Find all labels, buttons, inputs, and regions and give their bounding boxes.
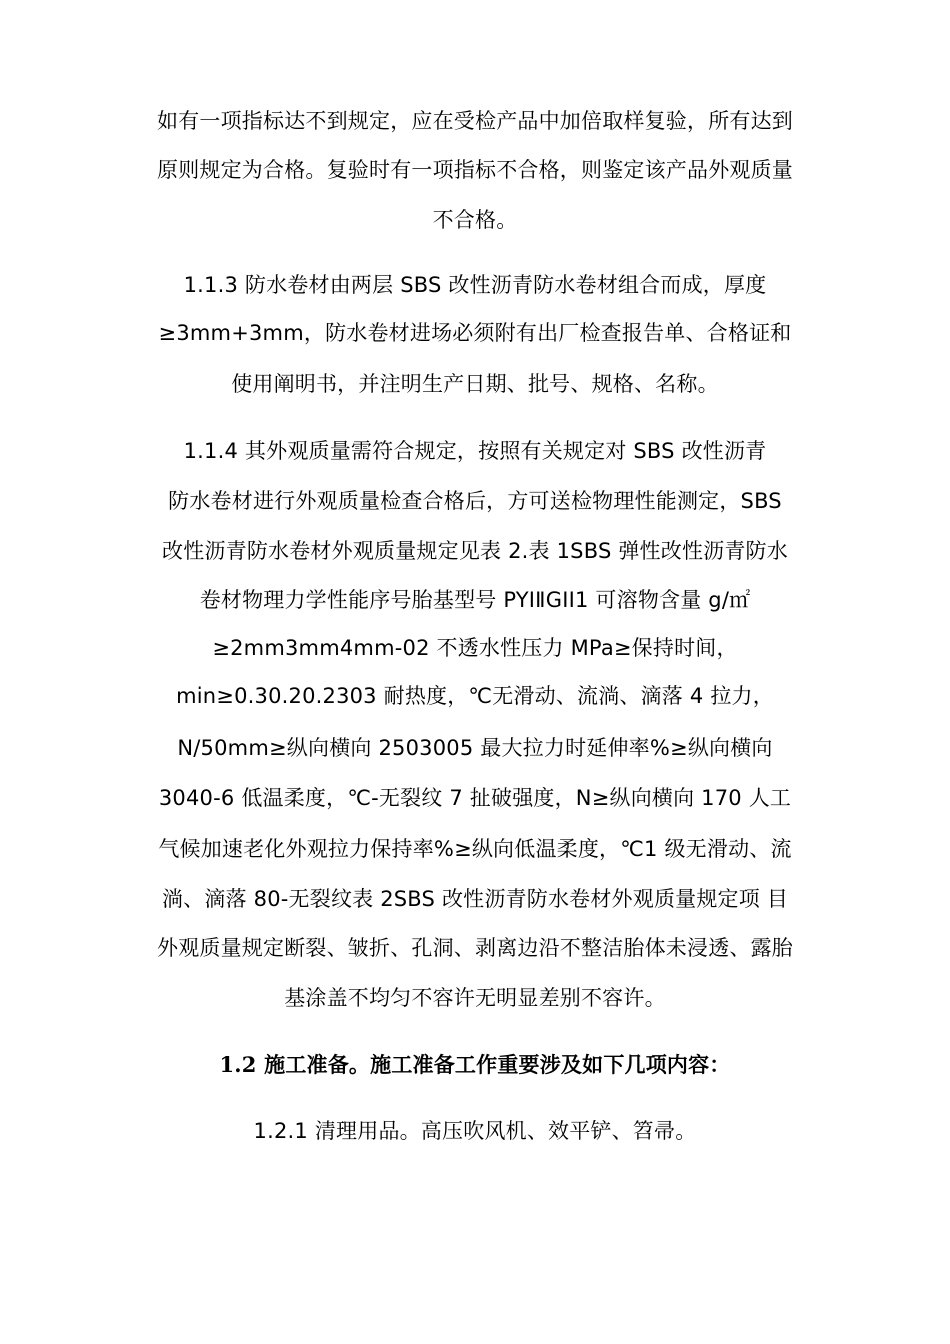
paragraph-2-line-2: ≥3mm+3mm，防水卷材进场必须附有出厂检查报告单、合格证和 — [158, 321, 792, 345]
paragraph-3-line-4: 卷材物理力学性能序号胎基型号 PYⅠⅡGⅠⅠ1 可溶物含量 g/㎡ — [199, 588, 751, 612]
paragraph-3-line-12: 基涂盖不均匀不容许无明显差别不容许。 — [284, 986, 666, 1010]
paragraph-5-line-1: 1.2.1 清理用品。高压吹风机、效平铲、笤帚。 — [253, 1119, 697, 1143]
paragraph-2-line-3: 使用阐明书，并注明生产日期、批号、规格、名称。 — [231, 372, 719, 396]
paragraph-3-line-9: 气候加速老化外观拉力保持率%≥纵向低温柔度，℃1 级无滑动、流 — [158, 837, 792, 861]
paragraph-3-line-3: 改性沥青防水卷材外观质量规定见表 2.表 1SBS 弹性改性沥青防水 — [162, 539, 788, 563]
paragraph-2-line-1: 1.1.3 防水卷材由两层 SBS 改性沥青防水卷材组合而成，厚度 — [183, 273, 767, 297]
paragraph-3-line-2: 防水卷材进行外观质量检查合格后，方可送检物理性能测定，SBS — [168, 489, 782, 513]
paragraph-3-line-1: 1.1.4 其外观质量需符合规定，按照有关规定对 SBS 改性沥青 — [183, 439, 767, 463]
paragraph-3-line-6: min≥0.30.20.2303 耐热度，℃无滑动、流淌、滴落 4 拉力， — [176, 684, 774, 708]
paragraph-1-line-2: 原则规定为合格。复验时有一项指标不合格，则鉴定该产品外观质量 — [157, 158, 793, 182]
paragraph-3-line-10: 淌、滴落 80-无裂纹表 2SBS 改性沥青防水卷材外观质量规定项 目 — [161, 887, 789, 911]
paragraph-3-line-8: 3040-6 低温柔度，℃-无裂纹 7 扯破强度，N≥纵向横向 170 人工 — [158, 786, 792, 810]
paragraph-3-line-7: N/50mm≥纵向横向 2503005 最大拉力时延伸率%≥纵向横向 — [177, 736, 773, 760]
paragraph-3-line-11: 外观质量规定断裂、皱折、孔洞、剥离边沿不整洁胎体未浸透、露胎 — [157, 936, 793, 960]
section-heading-1-2: 1.2 施工准备。施工准备工作重要涉及如下几项内容： — [219, 1052, 731, 1077]
paragraph-3-line-5: ≥2mm3mm4mm-02 不透水性压力 MPa≥保持时间， — [212, 636, 738, 660]
paragraph-1-line-3: 不合格。 — [432, 208, 518, 232]
paragraph-1-line-1: 如有一项指标达不到规定，应在受检产品中加倍取样复验，所有达到 — [157, 109, 793, 133]
